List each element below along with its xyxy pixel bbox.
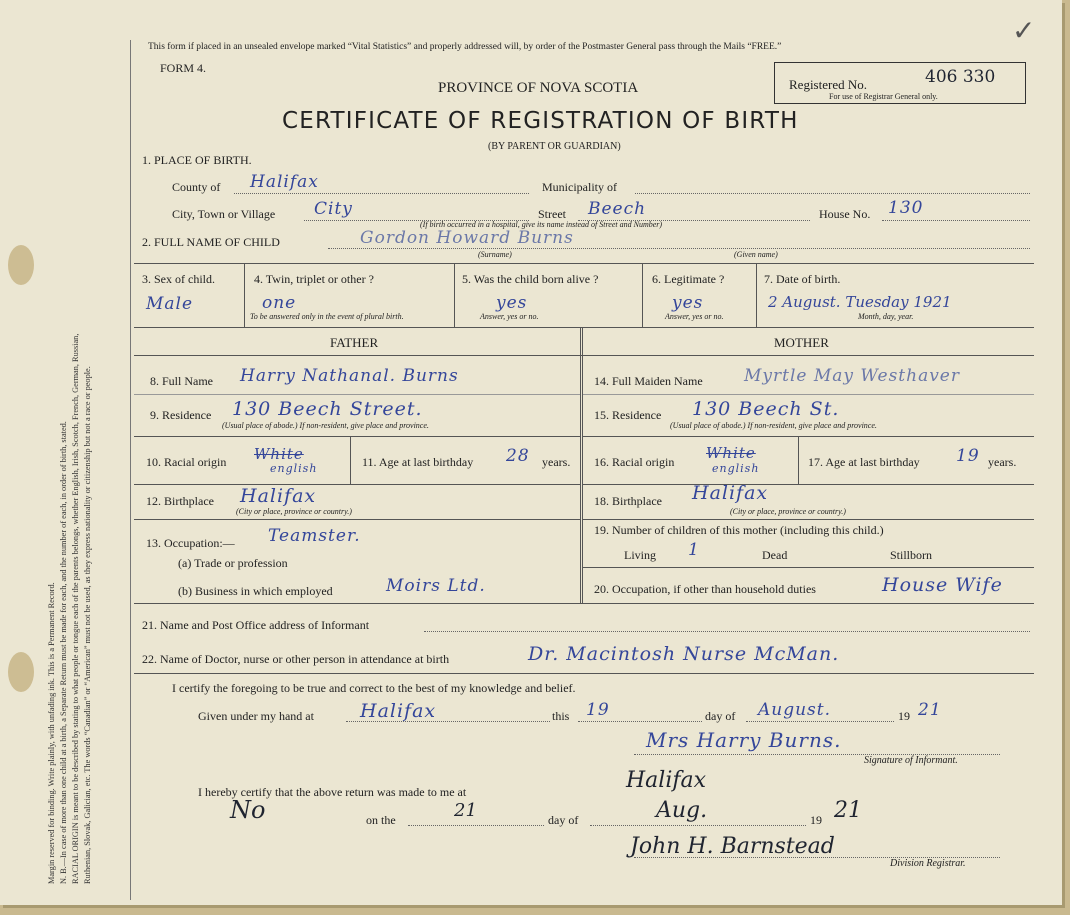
certify-day-of-label: day of [705,709,736,723]
registrar-certify-text: I hereby certify that the above return was made to me at [198,785,467,799]
mother-age-suffix: years. [988,455,1017,469]
dead-label: Dead [762,548,788,562]
mother-age-value: 19 [956,446,980,466]
twin-label: 4. Twin, triplet or other ? [254,272,374,286]
father-residence-label: 9. Residence [150,408,212,422]
mother-occupation-value: House Wife [882,574,1003,596]
mother-racial-label: 16. Racial origin [594,455,675,469]
father-age-suffix: years. [542,455,571,469]
mother-residence-note: (Usual place of abode.) If non-resident, give place and province. [670,421,877,430]
registrar-year-prefix: 19 [810,813,822,827]
county-label: County of [172,180,221,194]
dob-label: 7. Date of birth. [764,272,841,286]
registrar-signature: John H. Barnstead [630,834,835,859]
father-business-label: (b) Business in which employed [178,584,333,598]
certificate-subtitle: (BY PARENT OR GUARDIAN) [488,141,621,152]
mother-age-label: 17. Age at last birthday [808,455,920,469]
certify-month-value: August. [758,700,832,720]
mail-notice: This form if placed in an unsealed envelope marked “Vital Statistics” and properly addressed will, by order of the Postmaster General pass through the Mails “FREE.” [148,42,782,52]
on-the-label: on the [366,813,396,827]
registrar-caption: Division Registrar. [890,858,966,869]
registered-number: 406 330 [925,67,996,87]
father-birthplace-value: Halifax [240,485,317,507]
county-value: Halifax [250,172,319,192]
child-name-label: 2. FULL NAME OF CHILD [142,235,280,249]
child-name-value: Gordon Howard Burns [360,228,574,248]
registrar-mark: No [230,796,266,824]
living-value: 1 [688,540,700,560]
given-place-value: Halifax [360,700,437,722]
sex-label: 3. Sex of child. [142,272,215,286]
street-label: Street [538,207,566,221]
house-value: 130 [888,198,924,218]
hospital-note: (If birth occurred in a hospital, give its name instead of Street and Number) [420,220,663,229]
registration-box [774,62,1026,104]
born-alive-note: Answer, yes or no. [480,312,539,321]
informant-signature: Mrs Harry Burns. [646,728,842,752]
mother-birthplace-note: (City or place, province or country.) [730,507,846,516]
father-age-label: 11. Age at last birthday [362,455,474,469]
mother-heading: MOTHER [774,335,829,350]
dob-note: Month, day, year. [858,312,914,321]
house-label: House No. [819,207,871,221]
certify-year-value: 21 [918,700,942,720]
father-residence-note: (Usual place of abode.) If non-resident, give place and province. [222,421,429,430]
sex-value: Male [146,294,194,314]
twin-value: one [262,293,297,313]
registrar-place-value: Halifax [626,768,707,793]
given-under-label: Given under my hand at [198,709,314,723]
certify-text: I certify the foregoing to be true and correct to the best of my knowledge and belief. [172,681,576,695]
street-value: Beech [588,199,647,219]
this-label: this [552,709,570,723]
father-birthplace-note: (City or place, province or country.) [236,507,352,516]
registered-label: Registered No. [789,77,867,92]
living-label: Living [624,548,656,562]
certificate-title: CERTIFICATE OF REGISTRATION OF BIRTH [282,108,799,134]
mother-birthplace-value: Halifax [692,482,769,504]
legitimate-label: 6. Legitimate ? [652,272,725,286]
form-number: FORM 4. [160,61,207,75]
province-heading: PROVINCE OF NOVA SCOTIA [438,80,639,96]
father-birthplace-label: 12. Birthplace [146,494,214,508]
father-business-value: Moirs Ltd. [386,576,486,596]
punch-hole-top [8,245,34,285]
registrar-note: For use of Registrar General only. [829,92,938,101]
mother-occupation-label: 20. Occupation, if other than household duties [594,582,816,596]
mother-racial-correction: english [712,462,760,475]
father-residence-value: 130 Beech Street. [232,398,423,420]
informant-label: 21. Name and Post Office address of Informant [142,618,370,632]
registrar-year-value: 21 [834,798,862,823]
registrar-month-value: Aug. [656,798,708,823]
father-name-label: 8. Full Name [150,374,213,388]
margin-note: Ruthenian, Slovak, Galician, etc. The words “Canadian” or “American” must not be used, as they express nationality or citizenship but not a race or people. [83,366,92,884]
punch-hole-bottom [8,652,34,692]
certify-day-value: 19 [586,700,610,720]
margin-rule [130,40,131,900]
check-mark-icon: ✓ [1012,16,1036,47]
father-trade-label: (a) Trade or profession [178,556,288,570]
mother-birthplace-label: 18. Birthplace [594,494,662,508]
mother-racial-value: White [706,444,756,462]
mother-name-value: Myrtle May Westhaver [744,366,960,386]
city-label: City, Town or Village [172,207,276,221]
dob-value: 2 August. Tuesday 1921 [768,293,952,311]
signature-caption: Signature of Informant. [864,755,958,766]
city-value: City [314,199,353,219]
born-alive-label: 5. Was the child born alive ? [462,272,599,286]
father-racial-correction: english [270,462,318,475]
twin-note: To be answered only in the event of plural birth. [250,312,404,321]
father-occupation-label: 13. Occupation:— [146,536,235,550]
doctor-value: Dr. Macintosh Nurse McMan. [528,643,840,665]
children-count-label: 19. Number of children of this mother (including this child.) [594,523,884,537]
legitimate-note: Answer, yes or no. [665,312,724,321]
father-age-value: 28 [506,446,530,466]
father-racial-value: White [254,445,304,463]
born-alive-value: yes [496,293,528,313]
given-name-caption: (Given name) [734,250,778,259]
margin-note: N. B.—In case of more than one child at a birth, a Separate Return must be made for each, and the number of each, in order of birth, stated. [59,421,68,884]
registrar-day-value: 21 [454,800,477,821]
father-racial-label: 10. Racial origin [146,455,227,469]
legitimate-value: yes [672,293,704,313]
municipality-label: Municipality of [542,180,617,194]
father-heading: FATHER [330,335,379,350]
surname-caption: (Surname) [478,250,512,259]
place-of-birth-heading: 1. PLACE OF BIRTH. [142,153,252,167]
doctor-label: 22. Name of Doctor, nurse or other person in attendance at birth [142,652,450,666]
father-name-value: Harry Nathanal. Burns [240,366,459,386]
margin-notes [46,64,94,884]
registrar-day-of-label: day of [548,813,579,827]
stillborn-label: Stillborn [890,548,933,562]
mother-residence-value: 130 Beech St. [692,398,840,420]
mother-residence-label: 15. Residence [594,408,662,422]
father-occupation-value: Teamster. [268,526,361,546]
certify-year-prefix: 19 [898,709,910,723]
margin-note: RACIAL ORIGIN is meant to be described by stating to what people or tongue each of the parents belongs, whether English, Irish, Scotch, French, German, Russian, [71,333,80,884]
margin-note: Margin reserved for binding. Write plainly, with unfading ink. This is a Permanent Record. [47,582,56,884]
mother-name-label: 14. Full Maiden Name [594,374,703,388]
